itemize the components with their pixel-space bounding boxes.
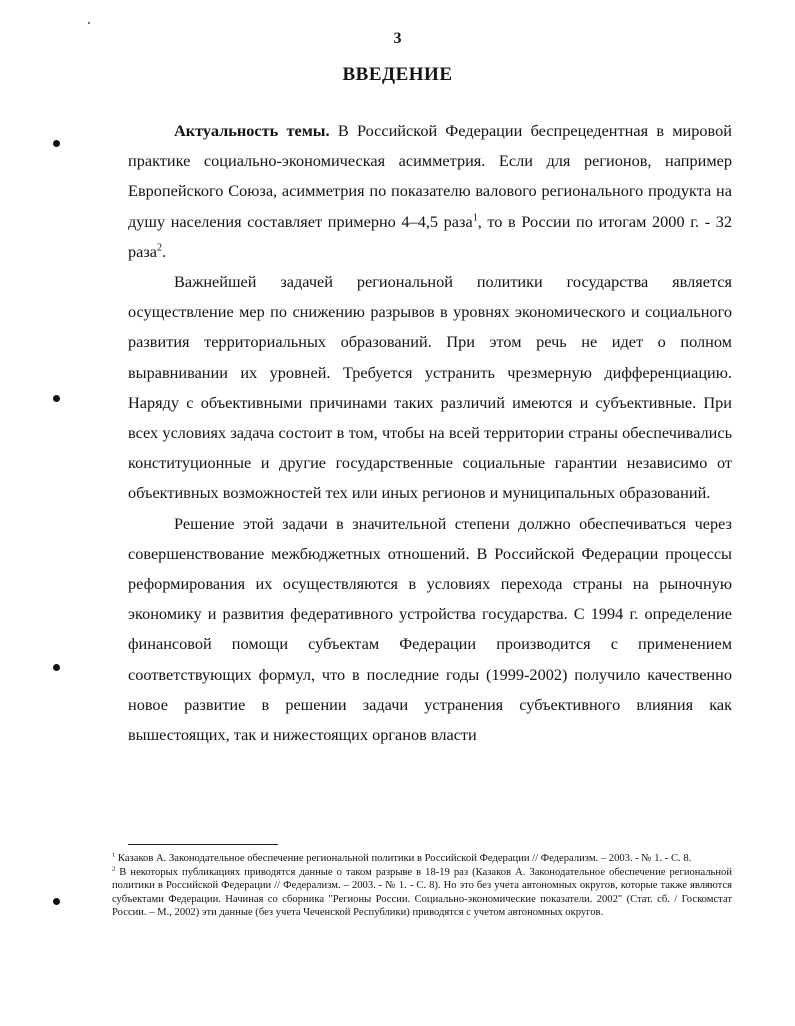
binding-hole-mark (53, 898, 60, 905)
paragraph-text: В Российской Федерации беспрецедентная в мировой практике социально-экономическая асимметрия. Если для регионов, например Европейского Союза, асимметрия по показателю валового регионального продукта на душу населения составляет примерно 4–4,5 раза (128, 121, 732, 231)
paragraph: Важнейшей задачей региональной политики государства является осуществление мер по снижению разрывов в уровнях экономического и социального развития территориальных образований. При этом речь не идет о полном выравнивании их уровней. Требуется устранить чрезмерную дифференциацию. Наряду с объективными причинами таких различий имеются и субъективные. При всех условиях задача состоит в том, чтобы на всей территории страны обеспечивались конституционные и другие государственные социальные гарантии независимо от объективных возможностей тех или иных регионов и муниципальных образований. (128, 272, 732, 503)
page-title: ВВЕДЕНИЕ (342, 64, 453, 85)
paragraph: Решение этой задачи в значительной степени должно обеспечиваться через совершенствование межбюджетных отношений. В Российской Федерации процессы реформирования их осуществляются в условиях перехода страны на рыночную экономику и развития федеративного устройства государства. С 1994 г. определение финансовой помощи субъектам Федерации производится с применением соответствующих формул, что в последние годы (1999-2002) получило качественно новое развитие в решении задачи устранения субъективного влияния как вышестоящих, так и нижестоящих органов власти (128, 513, 732, 745)
footnote-marker: 2 (112, 864, 116, 872)
footnotes (112, 852, 732, 920)
footnote-ref: 2 (157, 242, 163, 254)
paragraph-text: , то в России по итогам 2000 г. - 32 раза (128, 211, 733, 261)
page-number: 3 (393, 30, 402, 47)
footnote-text: Казаков А. Законодательное обеспечение региональной политики в Российской Федерации // Федерализм. – 2003. - № 1. - С. 8. (115, 853, 692, 864)
footnote-ref: 1 (472, 212, 478, 224)
footnote-text: В некоторых публикациях приводятся данные о таком разрыве в 18-19 раз (Казаков А. Законодательное обеспечение региональной политики в Российской Федерации // Федерализм. – 2003. - № 1. - С. 8). Но это без учета автономных округов, которые также являются субъектами Федерации. Начиная со сборника "Регионы России. Социально-экономические показатели. 2002" (Стат. сб. / Госкомстат России. – М., 2002) эти данные (без учета Чеченской Республики) приводятся с учетом автономных округов. (112, 866, 732, 918)
paragraph (128, 116, 732, 267)
binding-hole-mark (53, 140, 60, 147)
footnote (112, 866, 732, 920)
footnote-separator (128, 844, 278, 845)
binding-hole-mark (53, 395, 60, 402)
paragraph-text: . (162, 241, 167, 261)
paragraph-lead: Актуальность темы. (174, 121, 330, 140)
scan-speck (88, 22, 90, 24)
footnote (112, 852, 732, 866)
binding-hole-mark (53, 664, 60, 671)
body-text (128, 116, 732, 750)
footnote-marker: 1 (112, 851, 116, 859)
